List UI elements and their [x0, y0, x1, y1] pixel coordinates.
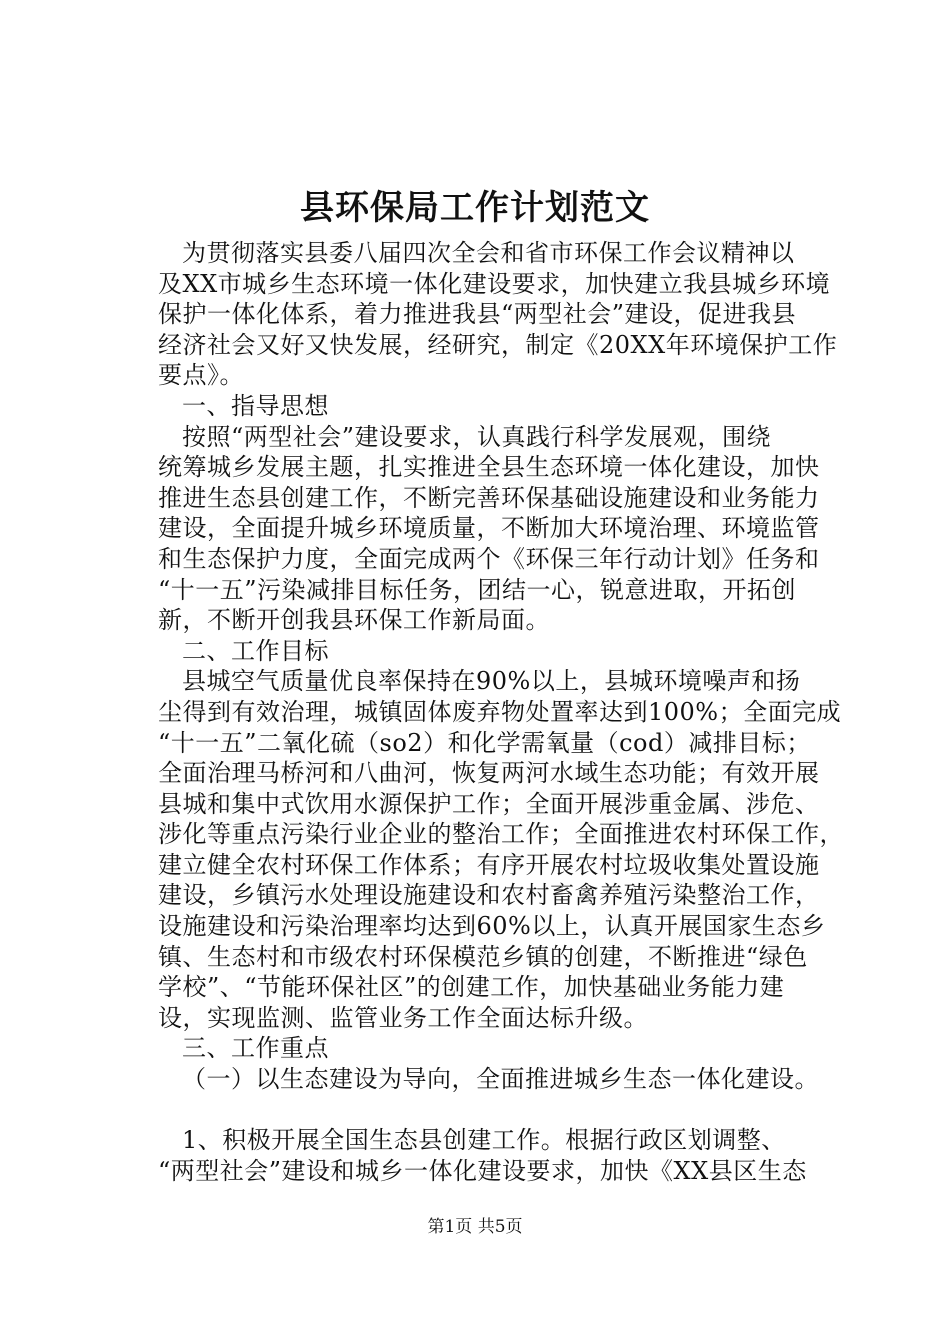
- paragraph-spacer: [158, 1095, 858, 1126]
- paragraph-line: 推进生态县创建工作，不断完善环保基础设施建设和业务能力: [158, 483, 820, 512]
- paragraph-line: 新，不断开创我县环保工作新局面。: [158, 606, 550, 635]
- paragraph-line: 涉化等重点污染行业企业的整治工作；全面推进农村环保工作，: [158, 820, 844, 849]
- paragraph-line: 及XX市城乡生态环境一体化建设要求，加快建立我县城乡环境: [158, 269, 831, 298]
- paragraph-line: 为贯彻落实县委八届四次全会和省市环保工作会议精神以: [182, 239, 795, 267]
- paragraph-line: 和生态保护力度，全面完成两个《环保三年行动计划》任务和: [158, 544, 820, 573]
- paragraph-line: 设，实现监测、监管业务工作全面达标升级。: [158, 1003, 648, 1032]
- paragraph-line: 尘得到有效治理，城镇固体废弃物处置率达到100%；全面完成: [158, 697, 842, 726]
- page-footer: 第1页 共5页: [427, 1217, 523, 1237]
- paragraph-line: 要点》。: [158, 361, 244, 390]
- paragraph-line: “十一五”污染减排目标任务，团结一心，锐意进取，开拓创: [158, 575, 797, 604]
- paragraph-line: “十一五”二氧化硫（so2）和化学需氧量（cod）减排目标；: [158, 728, 811, 757]
- paragraph-line: 建立健全农村环保工作体系；有序开展农村垃圾收集处置设施: [158, 850, 820, 879]
- paragraph-line: 统筹城乡发展主题，扎实推进全县生态环境一体化建设，加快: [158, 453, 820, 482]
- section-heading: 一、指导思想: [182, 391, 329, 420]
- paragraph-line: 保护一体化体系，着力推进我县“两型社会”建设，促进我县: [158, 300, 797, 329]
- paragraph-line: 学校”、“节能环保社区”的创建工作，加快基础业务能力建: [158, 973, 785, 1002]
- paragraph-line: 建设，乡镇污水处理设施建设和农村畜禽养殖污染整治工作，: [158, 881, 820, 910]
- paragraph-line: 按照“两型社会”建设要求，认真践行科学发展观，围绕: [182, 422, 772, 451]
- paragraph-line: 经济社会又好又快发展，经研究，制定《20XX年环境保护工作: [158, 330, 838, 359]
- paragraph-line: 设施建设和污染治理率均达到60%以上，认真开展国家生态乡: [158, 912, 826, 941]
- subsection-heading: （一）以生态建设为导向，全面推进城乡生态一体化建设。: [182, 1065, 819, 1094]
- section-heading: 三、工作重点: [182, 1034, 329, 1063]
- paragraph-line: 镇、生态村和市级农村环保模范乡镇的创建，不断推进“绿色: [158, 942, 808, 971]
- paragraph-line: 县城和集中式饮用水源保护工作；全面开展涉重金属、涉危、: [158, 789, 820, 818]
- section-heading: 二、工作目标: [182, 636, 329, 665]
- paragraph-line: 1、积极开展全国生态县创建工作。根据行政区划调整、: [182, 1126, 786, 1155]
- paragraph-line: 全面治理马桥河和八曲河，恢复两河水域生态功能；有效开展: [158, 759, 820, 788]
- document-body: [158, 238, 858, 1186]
- paragraph-line: “两型社会”建设和城乡一体化建设要求，加快《XX县区生态: [158, 1156, 807, 1185]
- paragraph-line: 县城空气质量优良率保持在90%以上，县城环境噪声和扬: [182, 667, 801, 696]
- paragraph-line: 建设，全面提升城乡环境质量，不断加大环境治理、环境监管: [158, 514, 820, 543]
- document-title: 县环保局工作计划范文: [300, 188, 650, 228]
